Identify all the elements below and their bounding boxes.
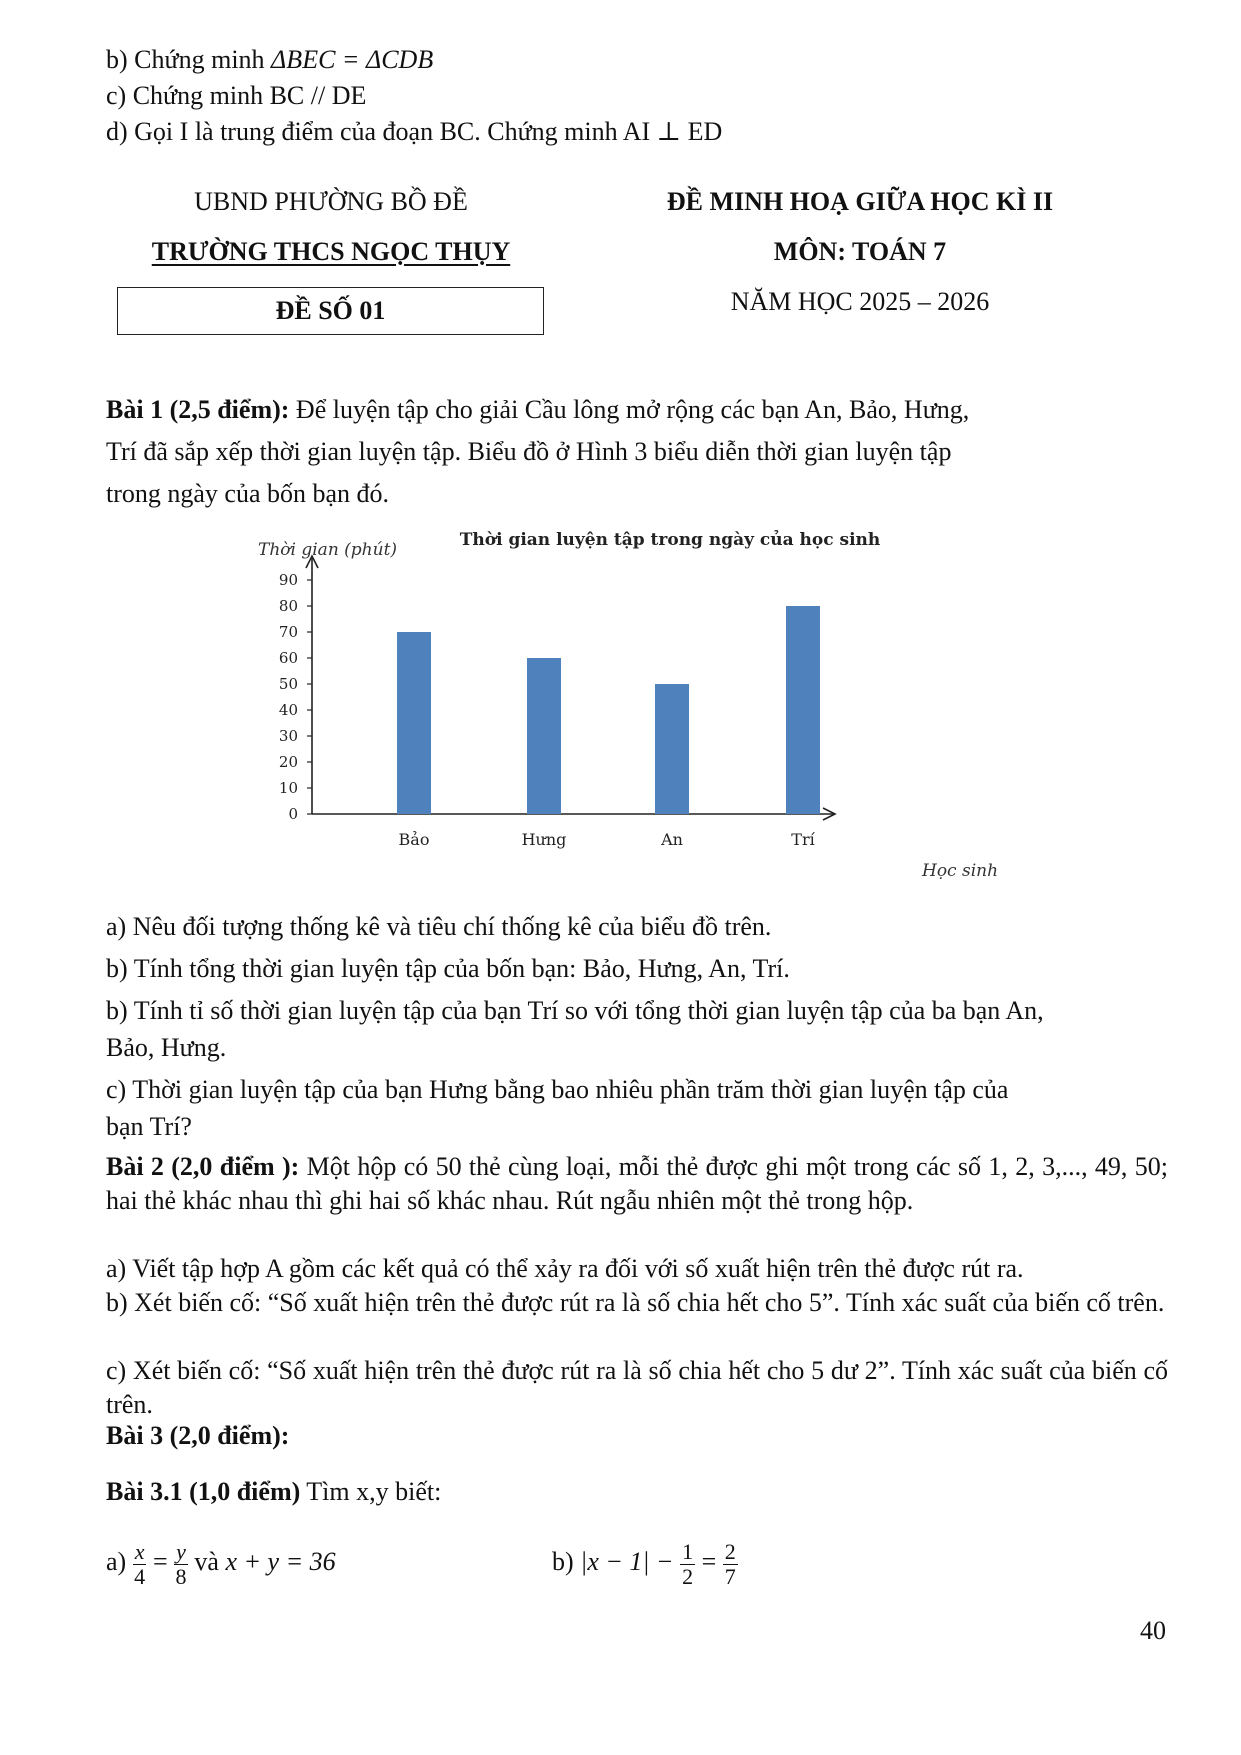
bai1-question-b2-line2: Bảo, Hưng.: [106, 1033, 227, 1062]
bai3-1-title: Bài 3.1 (1,0 điểm): [106, 1477, 301, 1506]
bai2-intro: [106, 1150, 1168, 1218]
y-tick-label: 80: [278, 597, 298, 615]
fraction-1-over-2: $\frac{1}{2}$: [682, 1538, 694, 1589]
x-tick-label: An: [661, 830, 683, 849]
bai1-title: Bài 1 (2,5 điểm):: [106, 395, 290, 424]
fraction-y-over-8: $\frac{y}{8}$: [175, 1538, 187, 1589]
fraction-x-over-4: $\frac{x}{4}$: [134, 1538, 146, 1589]
bai2-question-a: a) Viết tập hợp A gồm các kết quả có thể xảy ra đối với số xuất hiện trên thẻ được rút ra.: [106, 1254, 1024, 1283]
x-tick-label: Hưng: [521, 830, 567, 849]
bai1-question-a: a) Nêu đối tượng thống kê và tiêu chí thống kê của biểu đồ trên.: [106, 912, 772, 941]
bai2-title: Bài 2 (2,0 điểm ):: [106, 1152, 300, 1181]
absolute-value-expr: |x − 1| −: [580, 1547, 681, 1576]
bar-0: [397, 632, 431, 814]
bai2-question-c: c) Xét biến cố: “Số xuất hiện trên thẻ được rút ra là số chia hết cho 5 dư 2”. Tính xác suất của biến cố trên.: [106, 1356, 1168, 1419]
line-b-math: ΔBEC = ΔCDB: [271, 45, 434, 74]
chart-title: Thời gian luyện tập trong ngày của học sinh: [459, 530, 881, 550]
chart-y-axis-label: Thời gian (phút): [258, 540, 398, 560]
header-school-year: NĂM HỌC 2025 – 2026: [730, 287, 990, 316]
line-b-prove: [106, 44, 433, 76]
bai3-1-line: [106, 1471, 441, 1513]
bai1-question-c-line1: c) Thời gian luyện tập của bạn Hưng bằng bao nhiêu phần trăm thời gian luyện tập của: [106, 1075, 1009, 1104]
x-tick-label: Bảo: [398, 830, 430, 849]
header-school-text: TRƯỜNG THCS NGỌC THỤY: [151, 237, 511, 266]
part-a-label: a): [106, 1547, 133, 1576]
page-number: 40: [1140, 1616, 1166, 1645]
header-subject: MÔN: TOÁN 7: [773, 237, 947, 266]
y-tick-label: 10: [278, 779, 298, 797]
y-tick-label: 40: [278, 701, 298, 719]
bai3-title: Bài 3 (2,0 điểm):: [106, 1421, 290, 1450]
header-school: [116, 236, 546, 268]
chart-x-axis-label: Học sinh: [922, 861, 999, 881]
line-d-prove: d) Gọi I là trung điểm của đoạn BC. Chứng minh AI ⊥ ED: [106, 117, 723, 146]
y-tick-label: 70: [278, 623, 298, 641]
bai3-1-part-a: [106, 1532, 336, 1592]
header-exam-title: ĐỀ MINH HOẠ GIỮA HỌC KÌ II: [666, 187, 1054, 216]
y-tick-label: 0: [288, 805, 298, 823]
y-tick-label: 90: [278, 571, 298, 589]
bai1-intro-line3: trong ngày của bốn bạn đó.: [106, 479, 390, 508]
x-tick-label: Trí: [791, 830, 815, 849]
fraction-2-over-7: $\frac{2}{7}$: [724, 1538, 736, 1589]
bai2-question-b: b) Xét biến cố: “Số xuất hiện trên thẻ được rút ra là số chia hết cho 5”. Tính xác suất của biến cố trên.: [106, 1288, 1165, 1317]
sum-equation: x + y = 36: [225, 1547, 336, 1576]
bar-2: [655, 684, 689, 814]
header-district: UBND PHƯỜNG BỒ ĐỀ: [194, 187, 468, 216]
y-tick-label: 20: [278, 753, 298, 771]
y-tick-label: 30: [278, 727, 298, 745]
bai2-intro-text: Một hộp có 50 thẻ cùng loại, mỗi thẻ được ghi một trong các số 1, 2, 3,..., 49, 50; hai thẻ khác nhau thì ghi hai số khác nhau. Rút ngẫu nhiên một thẻ trong hộp.: [106, 1152, 1169, 1215]
bar-1: [527, 658, 561, 814]
part-b-label: b): [552, 1547, 581, 1576]
y-tick-label: 60: [278, 649, 298, 667]
exam-number-box: ĐỀ SỐ 01: [117, 287, 544, 335]
bai1-question-b1: b) Tính tổng thời gian luyện tập của bốn bạn: Bảo, Hưng, An, Trí.: [106, 954, 790, 983]
line-c-prove: c) Chứng minh BC // DE: [106, 81, 367, 110]
bar-3: [786, 606, 820, 814]
bai1-intro-line1: [106, 389, 969, 431]
bar-chart: [250, 525, 1020, 895]
bai1-question-b2-line1: b) Tính tỉ số thời gian luyện tập của bạn Trí so với tổng thời gian luyện tập của ba bạn An,: [106, 996, 1044, 1025]
equals-sign: =: [695, 1547, 723, 1576]
and-word: và: [187, 1547, 226, 1576]
equals-sign: =: [146, 1547, 175, 1576]
bai3-1-part-b: [552, 1532, 738, 1592]
bai1-intro-text1: Để luyện tập cho giải Cầu lông mở rộng các bạn An, Bảo, Hưng,: [289, 395, 970, 424]
line-b-text: b) Chứng minh: [106, 45, 272, 74]
bai1-question-c-line2: bạn Trí?: [106, 1112, 192, 1141]
y-tick-label: 50: [278, 675, 298, 693]
bai3-1-text: Tìm x,y biết:: [300, 1477, 442, 1506]
bai1-intro-line2: Trí đã sắp xếp thời gian luyện tập. Biểu đồ ở Hình 3 biểu diễn thời gian luyện tập: [106, 437, 952, 466]
